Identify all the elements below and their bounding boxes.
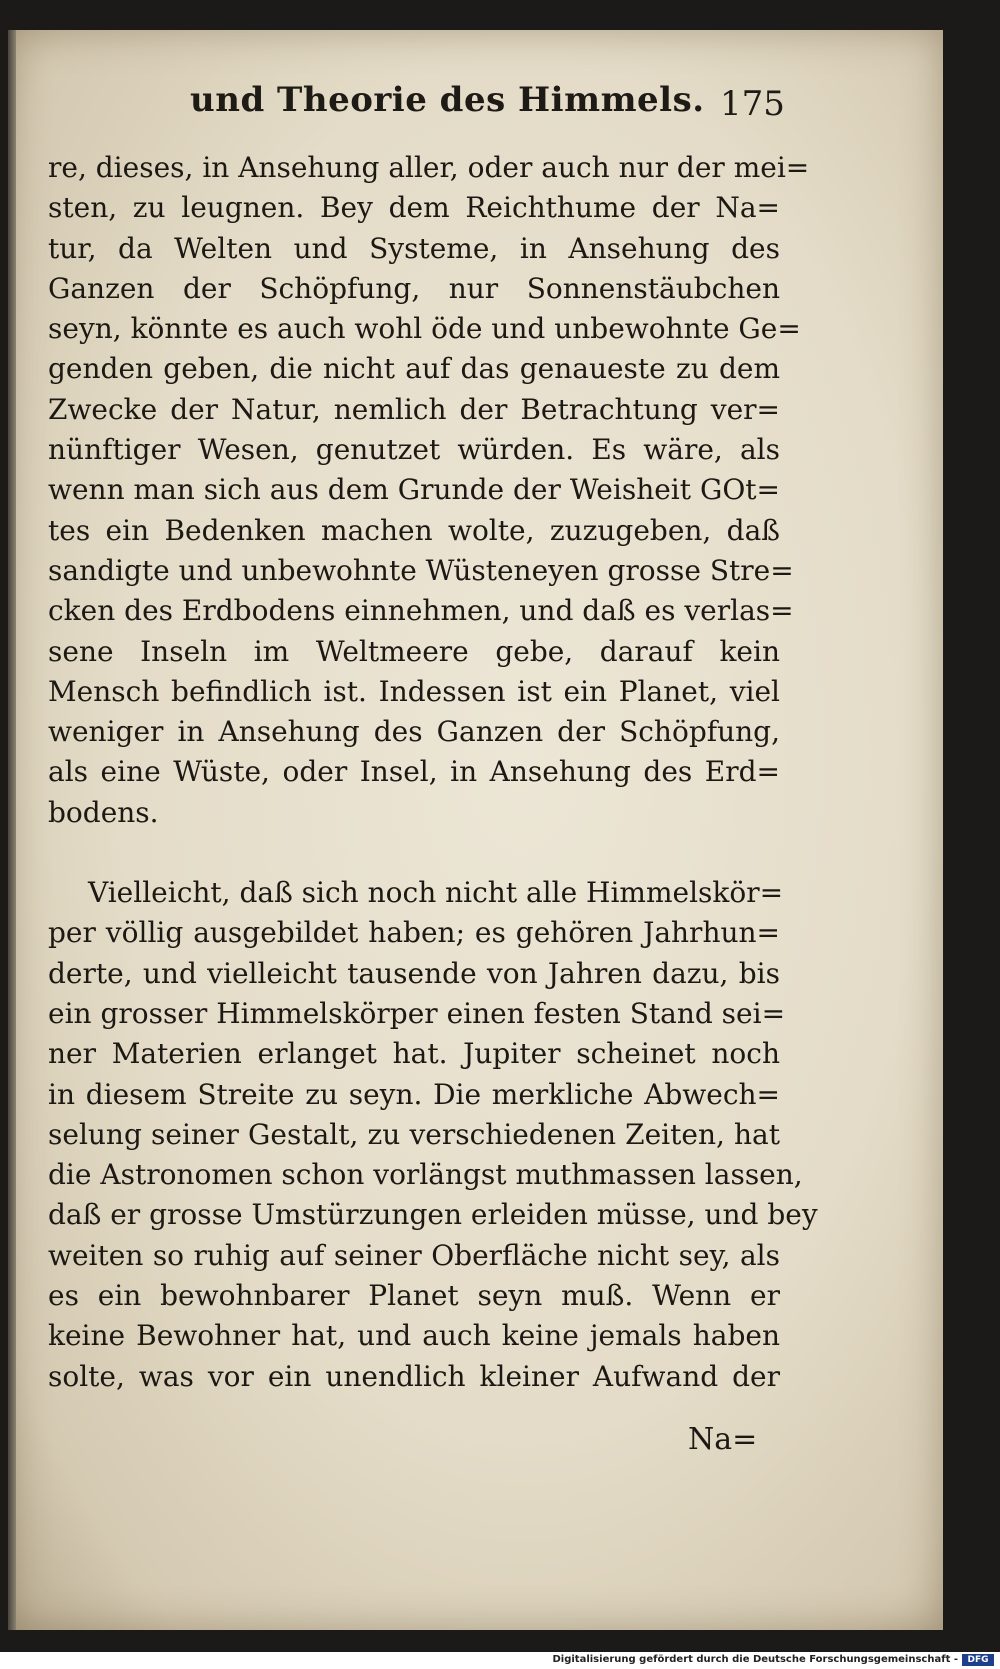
text-line: derte, und vielleicht tausende von Jahren dazu, bis bbox=[48, 956, 780, 990]
paragraph-2 bbox=[48, 873, 818, 1397]
text-line: genden geben, die nicht auf das genaueste zu dem bbox=[48, 352, 780, 386]
text-line: nünftiger Wesen, genutzet würden. Es wäre, als bbox=[48, 433, 780, 467]
page-number: 175 bbox=[720, 84, 785, 124]
text-line: sandigte und unbewohnte Wüsteneyen grosse Stre= bbox=[48, 553, 794, 587]
text-line: cken des Erdbodens einnehmen, und daß es verlas= bbox=[48, 594, 794, 628]
paragraph-1 bbox=[48, 148, 810, 833]
text-line: es ein bewohnbarer Planet seyn muß. Wenn er bbox=[48, 1279, 780, 1313]
paragraph-gap bbox=[48, 833, 780, 873]
text-line: sten, zu leugnen. Bey dem Reichthume der Na= bbox=[48, 191, 780, 225]
dfg-logo: DFG bbox=[962, 1654, 994, 1666]
text-line: die Astronomen schon vorlängst muthmassen lassen, bbox=[48, 1158, 803, 1192]
text-line: wenn man sich aus dem Grunde der Weisheit GOt= bbox=[48, 473, 780, 507]
text-line: Mensch befindlich ist. Indessen ist ein Planet, viel bbox=[48, 674, 780, 708]
text-line: als eine Wüste, oder Insel, in Ansehung des Erd= bbox=[48, 755, 780, 789]
text-line: weniger in Ansehung des Ganzen der Schöpfung, bbox=[48, 715, 780, 749]
text-line: selung seiner Gestalt, zu verschiedenen Zeiten, hat bbox=[48, 1117, 780, 1151]
text-line: ein grosser Himmelskörper einen festen Stand sei= bbox=[48, 996, 786, 1030]
text-line: tes ein Bedenken machen wolte, zuzugeben, daß bbox=[48, 513, 780, 547]
text-line: solte, was vor ein unendlich kleiner Aufwand der bbox=[48, 1359, 780, 1393]
running-head: und Theorie des Himmels. bbox=[190, 80, 705, 120]
text-line: Ganzen der Schöpfung, nur Sonnenstäubchen bbox=[48, 271, 780, 305]
text-line: sene Inseln im Weltmeere gebe, darauf kein bbox=[48, 634, 780, 668]
text-line: bodens. bbox=[48, 795, 159, 829]
body-text bbox=[48, 148, 818, 1397]
text-line: seyn, könnte es auch wohl öde und unbewohnte Ge= bbox=[48, 312, 801, 346]
text-line: Vielleicht, daß sich noch nicht alle Himmelskör= bbox=[88, 876, 784, 910]
text-line: ner Materien erlanget hat. Jupiter scheinet noch bbox=[48, 1037, 780, 1071]
text-line: tur, da Welten und Systeme, in Ansehung des bbox=[48, 231, 780, 265]
text-line: keine Bewohner hat, und auch keine jemals haben bbox=[48, 1319, 780, 1353]
text-line: weiten so ruhig auf seiner Oberfläche nicht sey, als bbox=[48, 1238, 780, 1272]
text-line: in diesem Streite zu seyn. Die merkliche Abwech= bbox=[48, 1077, 780, 1111]
funding-credit: Digitalisierung gefördert durch die Deutsche Forschungsgemeinschaft - bbox=[552, 1654, 958, 1665]
text-line: per völlig ausgebildet haben; es gehören Jahrhun= bbox=[48, 916, 780, 950]
text-line: re, dieses, in Ansehung aller, oder auch nur der mei= bbox=[48, 151, 810, 184]
page-spine-edge bbox=[8, 30, 16, 1630]
text-line: Zwecke der Natur, nemlich der Betrachtung ver= bbox=[48, 392, 780, 426]
text-line: daß er grosse Umstürzungen erleiden müsse, und bey bbox=[48, 1198, 818, 1232]
catchword: Na= bbox=[688, 1422, 758, 1457]
